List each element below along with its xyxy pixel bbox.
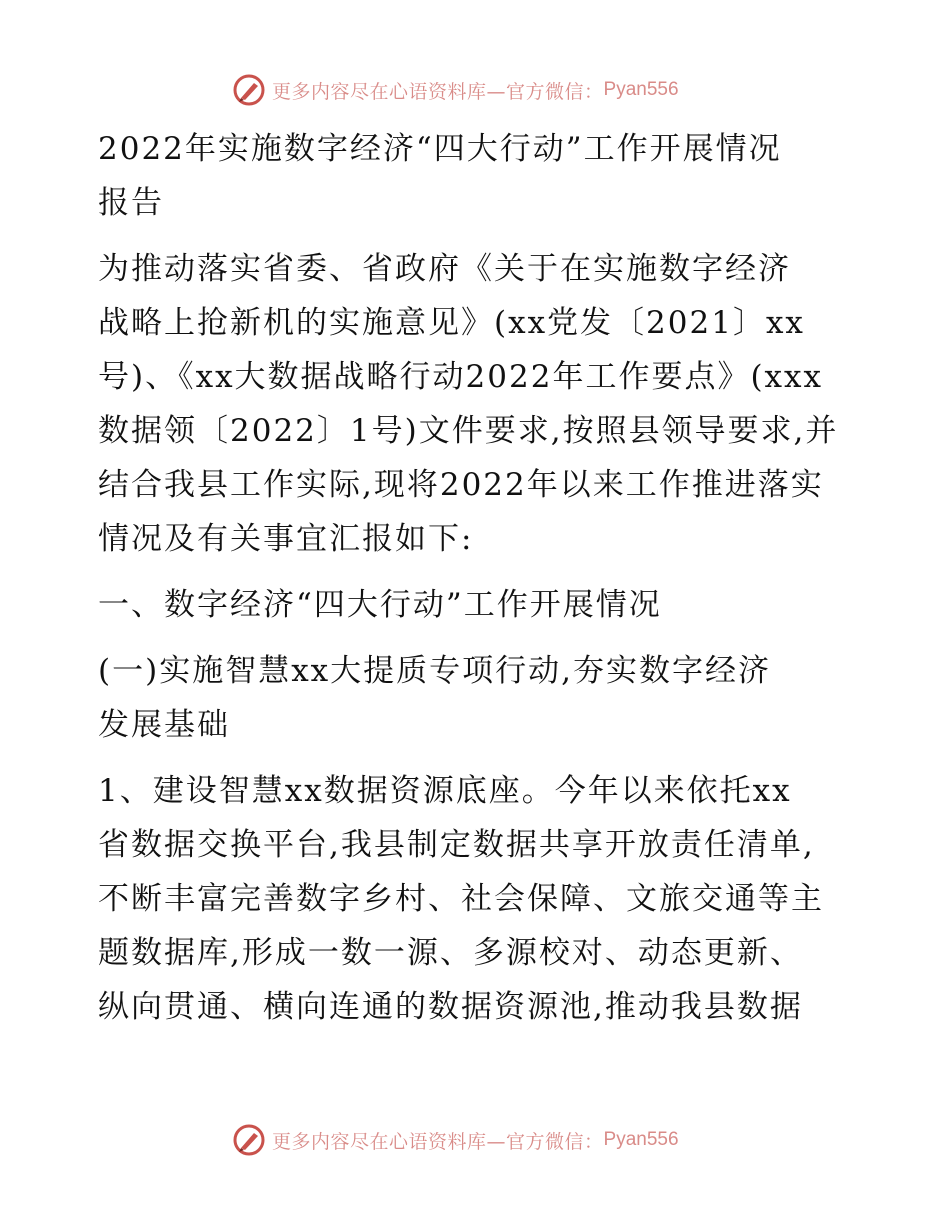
watermark-account: Pyan556	[603, 1129, 679, 1150]
watermark-header	[232, 70, 752, 110]
watermark-footer	[232, 1120, 752, 1160]
paragraph-line: 结合我县工作实际,现将2022年以来工作推进落实	[98, 467, 824, 503]
pen-logo-icon	[232, 1123, 266, 1157]
subsection-heading	[98, 644, 858, 752]
document-title	[98, 122, 858, 230]
paragraph-line: 情况及有关事宜汇报如下:	[98, 521, 474, 557]
paragraph-line: 数据领〔2022〕1号)文件要求,按照县领导要求,并	[98, 413, 839, 449]
watermark-text: 更多内容尽在心语资料库—官方微信：	[272, 1130, 604, 1153]
paragraph-line: 不断丰富完善数字乡村、社会保障、文旅交通等主	[98, 881, 824, 917]
paragraph-line: 题数据库,形成一数一源、多源校对、动态更新、	[98, 935, 803, 971]
paragraph-line: 战略上抢新机的实施意见》(xx党发〔2021〕xx	[98, 305, 805, 341]
watermark-text: 更多内容尽在心语资料库—官方微信：	[272, 80, 604, 103]
item-paragraph	[98, 764, 858, 1034]
paragraph-line: 为推动落实省委、省政府《关于在实施数字经济	[98, 251, 791, 287]
intro-paragraph	[98, 242, 858, 566]
section-heading	[98, 578, 858, 632]
document-body	[98, 122, 858, 1034]
paragraph-line: 省数据交换平台,我县制定数据共享开放责任清单,	[98, 827, 815, 863]
paragraph-line: 纵向贯通、横向连通的数据资源池,推动我县数据	[98, 989, 803, 1025]
title-line: 报告	[98, 185, 164, 221]
watermark-account: Pyan556	[603, 79, 679, 100]
title-line: 2022年实施数字经济“四大行动”工作开展情况	[98, 131, 782, 167]
paragraph-line: 1、建设智慧xx数据资源底座。今年以来依托xx	[98, 773, 792, 809]
heading-line: 发展基础	[98, 707, 230, 743]
heading-line: (一)实施智慧xx大提质专项行动,夯实数字经济	[98, 653, 772, 689]
pen-logo-icon	[232, 73, 266, 107]
paragraph-line: 号)、《xx大数据战略行动2022年工作要点》(xxx	[98, 359, 823, 395]
heading-line: 一、数字经济“四大行动”工作开展情况	[98, 587, 662, 623]
